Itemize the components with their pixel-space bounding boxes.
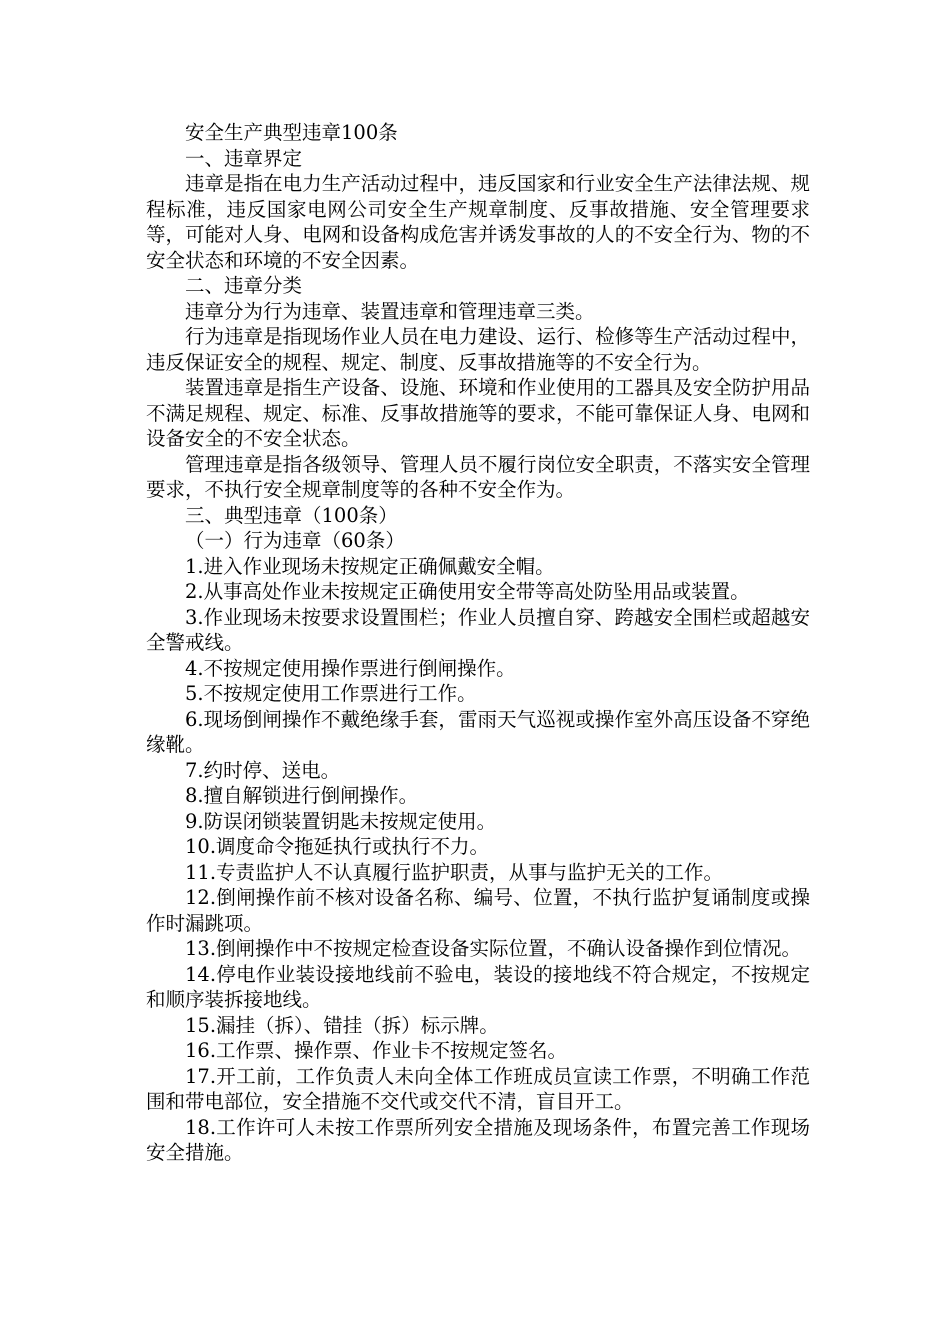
list-item: 15.漏挂（拆）、错挂（拆）标示牌。: [185, 1013, 499, 1037]
list-item: 3.作业现场未按要求设置围栏；作业人员擅自穿、跨越安全围栏或超越安全警戒线。: [146, 605, 810, 654]
list-item: 2.从事高处作业未按规定正确使用安全带等高处防坠用品或装置。: [185, 580, 750, 603]
paragraph: 管理违章是指各级领导、管理人员不履行岗位安全职责，不落实安全管理要求，不执行安全规章制度等的各种不安全作为。: [146, 452, 810, 501]
list-item: 16.工作票、操作票、作业卡不按规定签名。: [185, 1039, 568, 1062]
list-item: 12.倒闸操作前不核对设备名称、编号、位置，不执行监护复诵制度或操作时漏跳项。: [146, 886, 810, 935]
list-item: 8.擅自解锁进行倒闸操作。: [185, 784, 419, 807]
section-1-heading: 一、违章界定: [185, 146, 303, 170]
list-item: 17.开工前，工作负责人未向全体工作班成员宣读工作票，不明确工作范围和带电部位，安全措施不交代或交代不清，盲目开工。: [146, 1064, 810, 1113]
list-item: 18.工作许可人未按工作票所列安全措施及现场条件，布置完善工作现场安全措施。: [146, 1115, 810, 1164]
list-item: 4.不按规定使用操作票进行倒闸操作。: [185, 656, 516, 680]
list-item: 10.调度命令拖延执行或执行不力。: [185, 835, 490, 858]
paragraph: 行为违章是指现场作业人员在电力建设、运行、检修等生产活动过程中，违反保证安全的规程、规定、制度、反事故措施等的不安全行为。: [146, 325, 810, 374]
paragraph: 装置违章是指生产设备、设施、环境和作业使用的工器具及安全防护用品不满足规程、规定、标准、反事故措施等的要求，不能可靠保证人身、电网和设备安全的不安全状态。: [146, 376, 810, 450]
list-item: 1.进入作业现场未按规定正确佩戴安全帽。: [185, 554, 555, 578]
list-item: 6.现场倒闸操作不戴绝缘手套，雷雨天气巡视或操作室外高压设备不穿绝缘靴。: [146, 707, 810, 756]
list-item: 7.约时停、送电。: [185, 758, 341, 782]
list-item: 14.停电作业装设接地线前不验电，装设的接地线不符合规定，不按规定和顺序装拆接地线。: [146, 962, 810, 1011]
section-3-heading: 三、典型违章（100条）: [185, 503, 398, 527]
subsection-heading: （一）行为违章（60条）: [185, 529, 405, 552]
list-item: 9.防误闭锁装置钥匙未按规定使用。: [185, 809, 497, 833]
list-item: 13.倒闸操作中不按规定检查设备实际位置，不确认设备操作到位情况。: [185, 937, 802, 960]
paragraph: 违章分为行为违章、装置违章和管理违章三类。: [185, 299, 595, 323]
list-item: 11.专责监护人不认真履行监护职责，从事与监护无关的工作。: [185, 860, 724, 884]
document-title: 安全生产典型违章100条: [185, 121, 398, 144]
section-2-heading: 二、违章分类: [185, 274, 303, 297]
list-item: 5.不按规定使用工作票进行工作。: [185, 682, 477, 705]
document-body: [146, 120, 810, 1166]
paragraph: 违章是指在电力生产活动过程中，违反国家和行业安全生产法律法规、规程标准，违反国家电网公司安全生产规章制度、反事故措施、安全管理要求等，可能对人身、电网和设备构成危害并诱发事故的人的不安全行为、物的不安全状态和环境的不安全因素。: [146, 172, 810, 272]
